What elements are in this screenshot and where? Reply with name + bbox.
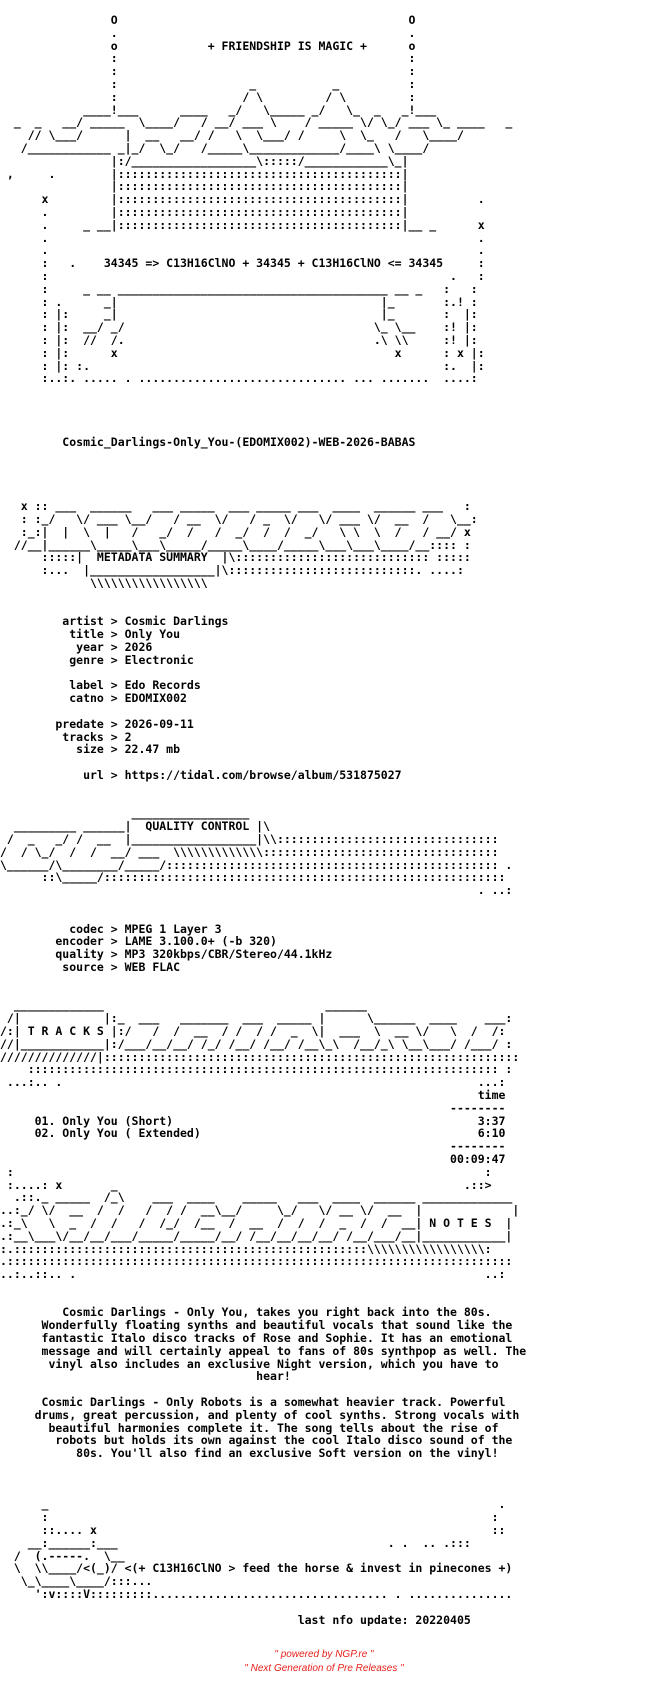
powered-by-link[interactable]: " powered by NGP.re "	[274, 1649, 374, 1660]
slogan-text: " Next Generation of Pre Releases "	[244, 1663, 404, 1674]
footer	[0, 1648, 648, 1676]
nfo-ascii-document: O O . . o + FRIENDSHIP IS MAGIC + o : : : : : _ _ : : / \ / \ : ____!___ ____ _/ \_____ _/ \_ _ _!___ _ _ __/ _____ \____/ / __/ ___ \ / _____ \/ \_/ ___ \_ ____ _ // \___/ | __ __/ / \ \___/ / \ \_ / \____/ /____________ _|_/ \_/ /_____\_____________/____\ \____/ |:/__________________\:::::/____________\_| , . |:::::::::::::::::::::::::::::::::::::::::| |:::::::::::::::::::::::::::::::::::::::::| x |:::::::::::::::::::::::::::::::::::::::::| . . |:::::::::::::::::::::::::::::::::::::::::| . _ __|:::::::::::::::::::::::::::::::::::::::::|__ _ x . . . . : . 34345 => C13H16ClNO + 34345 + C13H16ClNO <= 34345 : : . : : _ __ _______________________________________ __ _ : : : . _| |_ :.! : : |: _| |_ : |: : |: __/ _/ \_ \__ :! |: : |: // /. .\ \\ :! |: : |: x x : x |: : |: :. :. |: :..:. ..... . .............................. ... ....... ....: Cosmic_Darlings-Only_You-(EDOMIX002)-WEB-2026-BABAS x :: ___ ______ ___ _____ ___ _____ ___ ____ ______ ___ : : :_/ \/ ___ \__/ / __ \/ / _ \/ \/ ___ \/ __ / \__: :_:| | \ | / _/ / / _/ / / _/ \ \ \ / / __/ x //__|______\_____\___\_____/_____\____/_____\___\___\____/__:::: : :::::| METADATA SUMMARY |\:::::::::::::::::::::::::::: ::::: :... |__________________|\:::::::::::::::::::::::::::. ....: \\\\\\\\\\\\\\\\\ artist > Cosmic Darlings title > Only You year > 2026 genre > Electronic label > Edo Records catno > EDOMIX002 predate > 2026-09-11 tracks > 2 size > 22.47 mb url > https://tidal.com/browse/album/531875027 _________________ _________ ______| QUALITY CONTROL |\ / _ _/ / __ |__________________|\\:::::::::::::::::::::::::::::::: / / \_/ / / __/ ___ \\\\\\\\\\\\\:::::::::::::::::::::::::::::::::: \______/\________/_____/:::::::::::::::::::::::::::::::::::::::::::::::: . ::\_____/:::::::::::::::::::::::::::::::::::::::::::::::::::::::::: . ..: codec > MPEG 1 Layer 3 encoder > LAME 3.100.0+ (-b 320) quality > MP3 320kbps/CBR/Stereo/44.1kHz source > WEB FLAC _____________ ______ /| |:_ ___ _______ ___ _____ | \______ ____ ___: /:| T R A C K S |:/ / / __ / / / / _ \| ___ \ __ \/ \ / /: //|____________|:/___/__/__/ /_/ /__/ /__/ /__\_\ /__/_\ \__\___/ /___/ : //////////////|:::::::::::::::::::::::::::::::::::::::::::::::::::::::::::: :::::::::::::::::::::::::::::::::::::::::::::::::::::::::::::::::::: : ...:.. . ...: time -------- 01. Only You (Short) 3:37 02. Only You ( Extended) 6:10 -------- 00:09:47 : : :....: x _ .::> .::._ _____ /_\ ___ ____ _____ ___ ____ ______ _____________ ..:_/ \/ __ / / / / / __\__/ \_/ \/ __ \/ __ | | .:_\ \ _ / / / /_/ /__ / __ / / / _ / / __| N O T E S | .:__\___\/__/__/___/_____/_____/__/ /__/__/__/__/ /__/___/__|____________| :.:::::::::::::::::::::::::::::::::::::::::::::::::::\\\\\\\\\\\\\\\\\: .::::::::::::::::::::::::::::::::::::::::::::::::::::::::::::::::::::::::: ..:..::.. . ..: Cosmic Darlings - Only You, takes you right back into the 80s. Wonderfully floating synths and beautiful vocals that sound like the fantastic Italo disco tracks of Rose and Sophie. It has an emotional message and will certainly appeal to fans of 80s synthpop as well. The vinyl also includes an exclusive Night version, which you have to hear! Cosmic Darlings - Only Robots is a somewhat heavier track. Powerful drums, great percussion, and plenty of cool synths. Strong vocals with beautiful harmonies complete it. The song tells about the rise of robots but holds its own against the cool Italo disco sound of the 80s. You'll also find an exclusive Soft version on the vinyl! _ . : : ::.... x :: __:______:___ . . .. .::: / (.-----. \__ \ \\____/<(_)/ <(+ C13H16ClNO > feed the horse & invest in pinecones +) \_\____\____/:::... ':v::::V:::::::::.................................. . ............... last nfo update: 20220405	[0, 13, 527, 1627]
